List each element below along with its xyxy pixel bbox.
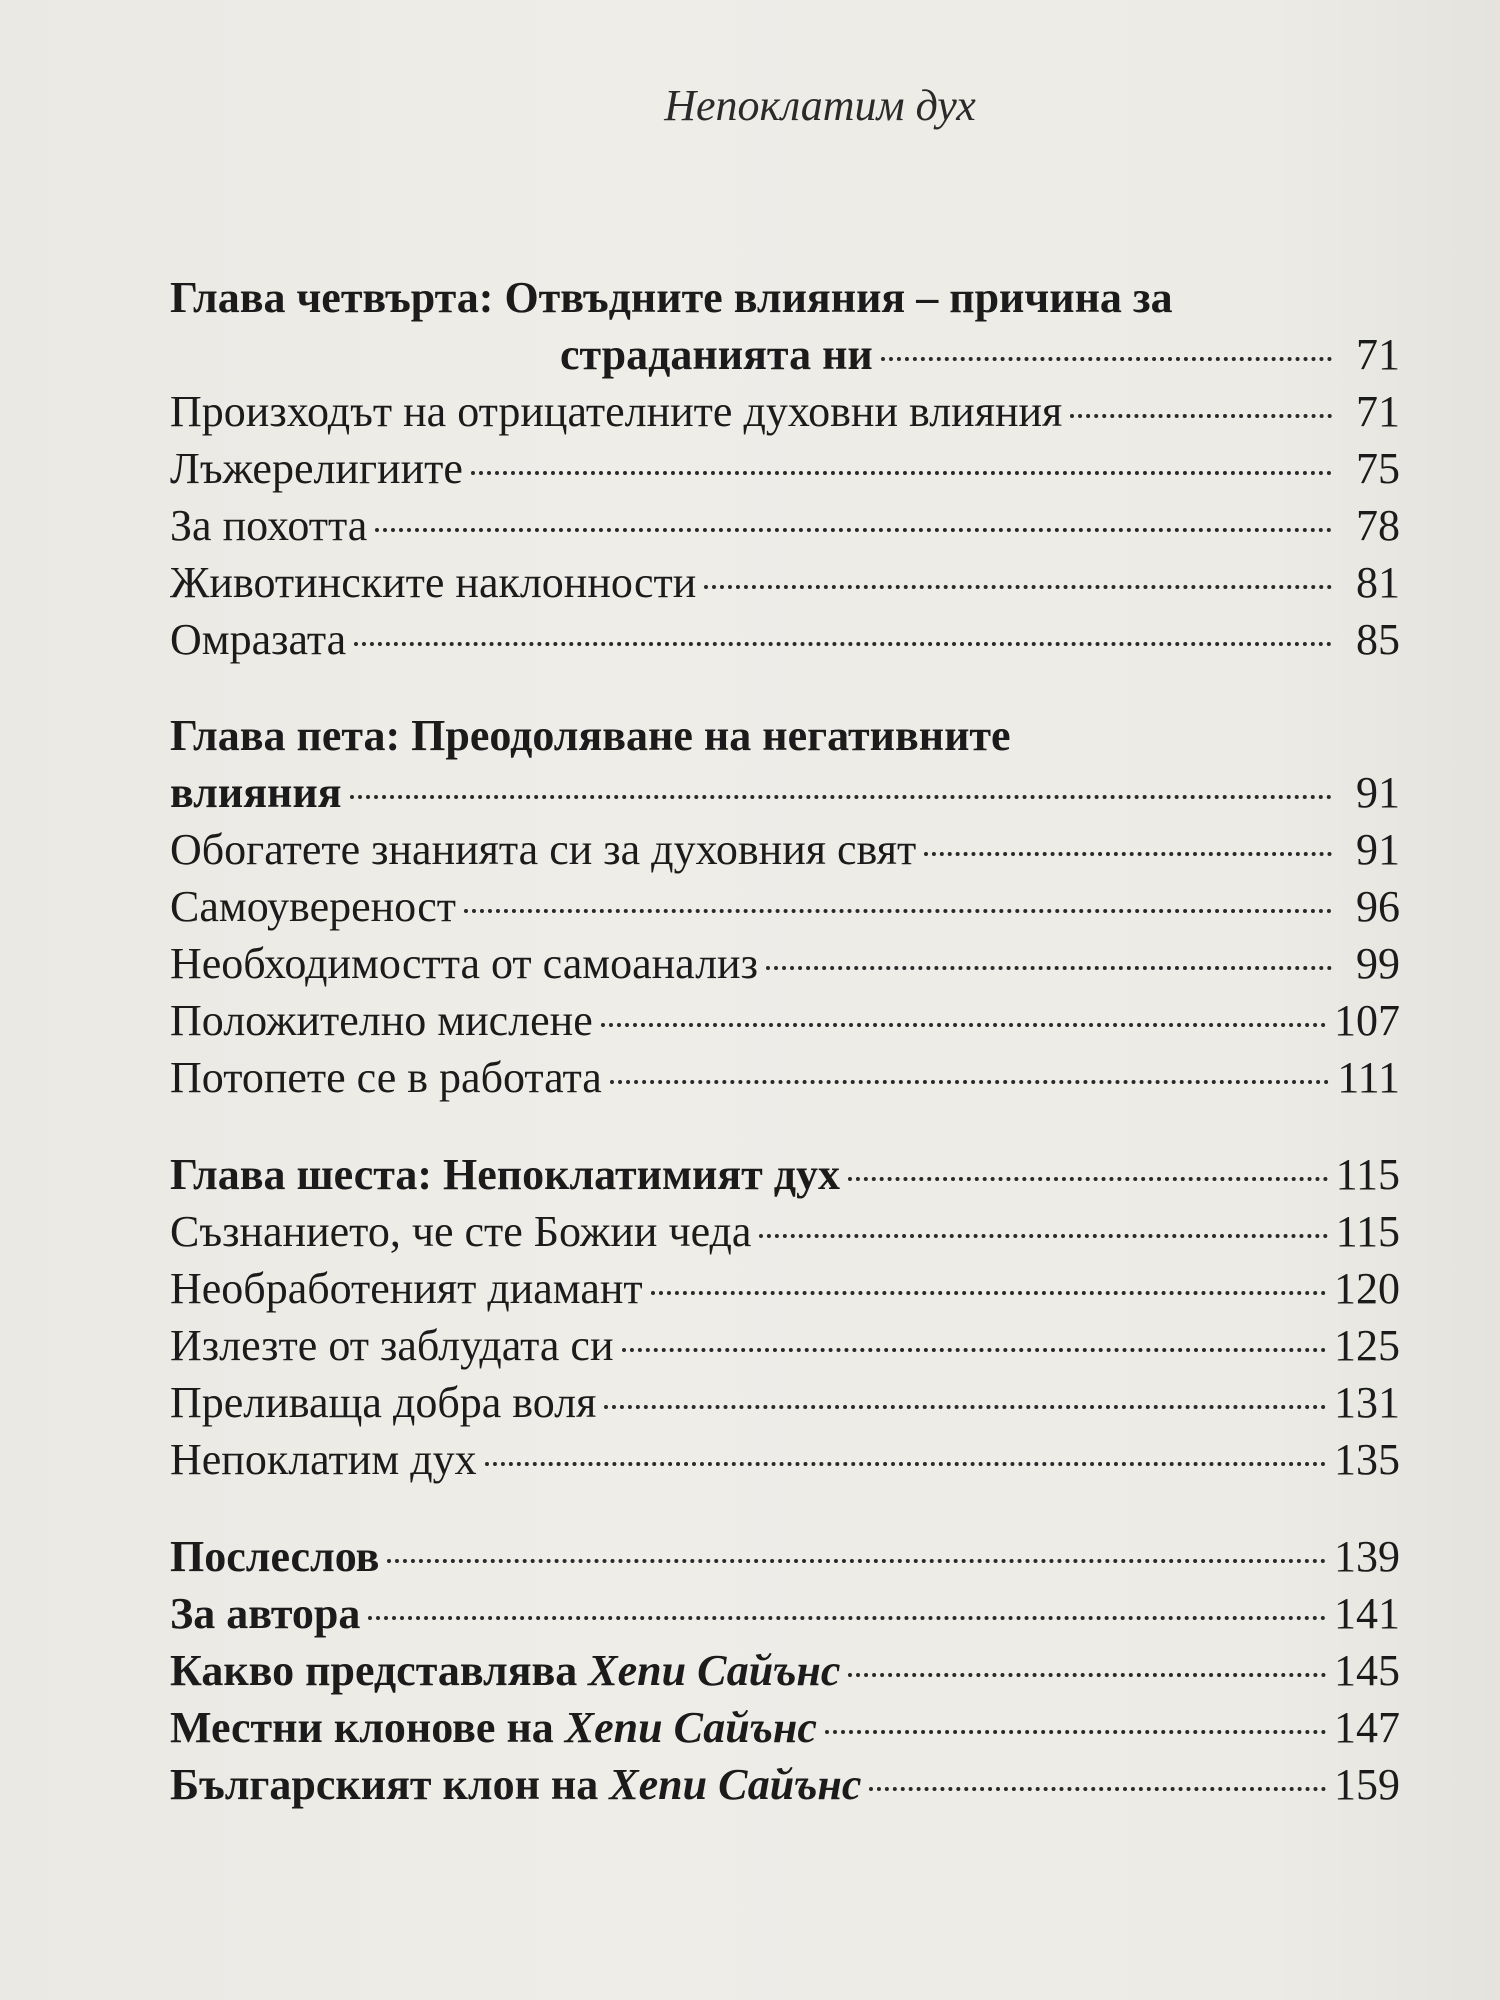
toc-entry-label: Какво представлява Хепи Сайънс (170, 1646, 841, 1695)
toc-entry-label: Съзнанието, че сте Божии чеда (170, 1207, 752, 1256)
toc-entry-label: Българският клон на Хепи Сайънс (170, 1760, 862, 1809)
page-number: 71 (1356, 387, 1400, 436)
page-number: 78 (1356, 501, 1400, 550)
page-number: 115 (1335, 1207, 1400, 1256)
toc-entry-label: Непоклатим дух (170, 1435, 477, 1484)
toc-entry[interactable] (170, 1528, 1400, 1585)
page-number: 91 (1356, 768, 1400, 817)
page-number: 111 (1337, 1053, 1400, 1102)
toc-entry[interactable] (170, 878, 1400, 935)
toc-entry-label: Излезте от заблудата си (170, 1321, 614, 1370)
toc-entry-label: Местни клонове на Хепи Сайънс (170, 1703, 817, 1752)
toc-entry[interactable] (170, 821, 1400, 878)
toc-entry[interactable] (170, 1756, 1400, 1813)
page-number: 141 (1334, 1589, 1400, 1638)
dot-leader (375, 528, 1332, 532)
toc-entry[interactable] (170, 935, 1400, 992)
dot-leader (604, 1405, 1326, 1409)
chapter-5 (170, 708, 1400, 1106)
toc-entry-label: Необработеният диамант (170, 1264, 643, 1313)
page-number: 91 (1356, 825, 1400, 874)
dot-leader (848, 1673, 1326, 1677)
page-number: 81 (1356, 558, 1400, 607)
page-number: 131 (1334, 1378, 1400, 1427)
page-number: 75 (1356, 444, 1400, 493)
dot-leader (471, 471, 1332, 475)
toc-entry[interactable] (170, 383, 1400, 440)
page-number: 115 (1335, 1150, 1400, 1199)
page-number: 147 (1334, 1703, 1400, 1752)
page-number: 139 (1334, 1532, 1400, 1581)
page-number: 96 (1356, 882, 1400, 931)
toc-entry[interactable] (170, 440, 1400, 497)
toc-entry[interactable] (170, 1260, 1400, 1317)
toc-entry[interactable] (170, 1203, 1400, 1260)
dot-leader (825, 1730, 1326, 1734)
page-number: 107 (1334, 996, 1400, 1045)
toc-entry-label: Положително мислене (170, 996, 593, 1045)
table-of-contents (170, 270, 1400, 1813)
toc-entry[interactable] (170, 1049, 1400, 1106)
page-number: 120 (1334, 1264, 1400, 1313)
toc-entry-label: Омразата (170, 615, 347, 664)
toc-entry-label: Обогатете знанията си за духовния свят (170, 825, 917, 874)
page-number: 159 (1334, 1760, 1400, 1809)
running-head: Непоклатим дух (664, 81, 976, 130)
dot-leader (924, 852, 1332, 856)
toc-entry-label: Потопете се в работата (170, 1053, 602, 1102)
chapter-6 (170, 1146, 1400, 1488)
dot-leader (881, 357, 1332, 361)
chapter-title-row[interactable] (170, 1146, 1400, 1203)
toc-entry[interactable] (170, 554, 1400, 611)
toc-entry-label: Произходът на отрицателните духовни влияния (170, 387, 1063, 436)
dot-leader (869, 1787, 1326, 1791)
chapter-title: страданията ни (560, 330, 873, 379)
chapter-title-row[interactable] (170, 764, 1400, 821)
dot-leader (601, 1023, 1326, 1027)
toc-entry[interactable] (170, 1431, 1400, 1488)
page-number: 145 (1334, 1646, 1400, 1695)
toc-entry-label: Преливаща добра воля (170, 1378, 597, 1427)
toc-entry-label: Самоувереност (170, 882, 457, 931)
dot-leader (622, 1348, 1326, 1352)
dot-leader (464, 909, 1332, 913)
page-number: 85 (1356, 615, 1400, 664)
toc-entry-label: Необходимостта от самоанализ (170, 939, 758, 988)
page-number: 125 (1334, 1321, 1400, 1370)
chapter-title: Глава пета: Преодоляване на негативните (170, 711, 1011, 760)
page-number: 71 (1356, 330, 1400, 379)
dot-leader (1070, 414, 1332, 418)
toc-entry-label: Животинските наклонности (170, 558, 697, 607)
chapter-title: влияния (170, 768, 342, 817)
chapter-title: Глава четвърта: Отвъдните влияния – причина за (170, 273, 1173, 322)
dot-leader (350, 795, 1332, 799)
toc-entry[interactable] (170, 611, 1400, 668)
dot-leader (704, 585, 1332, 589)
toc-entry[interactable] (170, 992, 1400, 1049)
toc-entry[interactable] (170, 1699, 1400, 1756)
dot-leader (354, 642, 1332, 646)
chapter-title-row[interactable] (170, 326, 1400, 383)
toc-entry-label: Лъжерелигиите (170, 444, 463, 493)
toc-entry[interactable] (170, 1317, 1400, 1374)
toc-entry[interactable] (170, 497, 1400, 554)
chapter-4 (170, 270, 1400, 668)
back-matter (170, 1528, 1400, 1813)
toc-entry[interactable] (170, 1642, 1400, 1699)
dot-leader (848, 1177, 1328, 1181)
toc-entry-label: За автора (170, 1589, 361, 1638)
dot-leader (610, 1080, 1329, 1084)
dot-leader (368, 1616, 1326, 1620)
dot-leader (651, 1291, 1326, 1295)
dot-leader (387, 1559, 1326, 1563)
chapter-title: Глава шеста: Непоклатимият дух (170, 1150, 840, 1199)
dot-leader (759, 1234, 1327, 1238)
toc-entry-label: Послеслов (170, 1532, 380, 1581)
dot-leader (485, 1462, 1326, 1466)
toc-entry-label: За похотта (170, 501, 368, 550)
page-number: 99 (1356, 939, 1400, 988)
toc-entry[interactable] (170, 1585, 1400, 1642)
page-number: 135 (1334, 1435, 1400, 1484)
dot-leader (766, 966, 1332, 970)
toc-entry[interactable] (170, 1374, 1400, 1431)
